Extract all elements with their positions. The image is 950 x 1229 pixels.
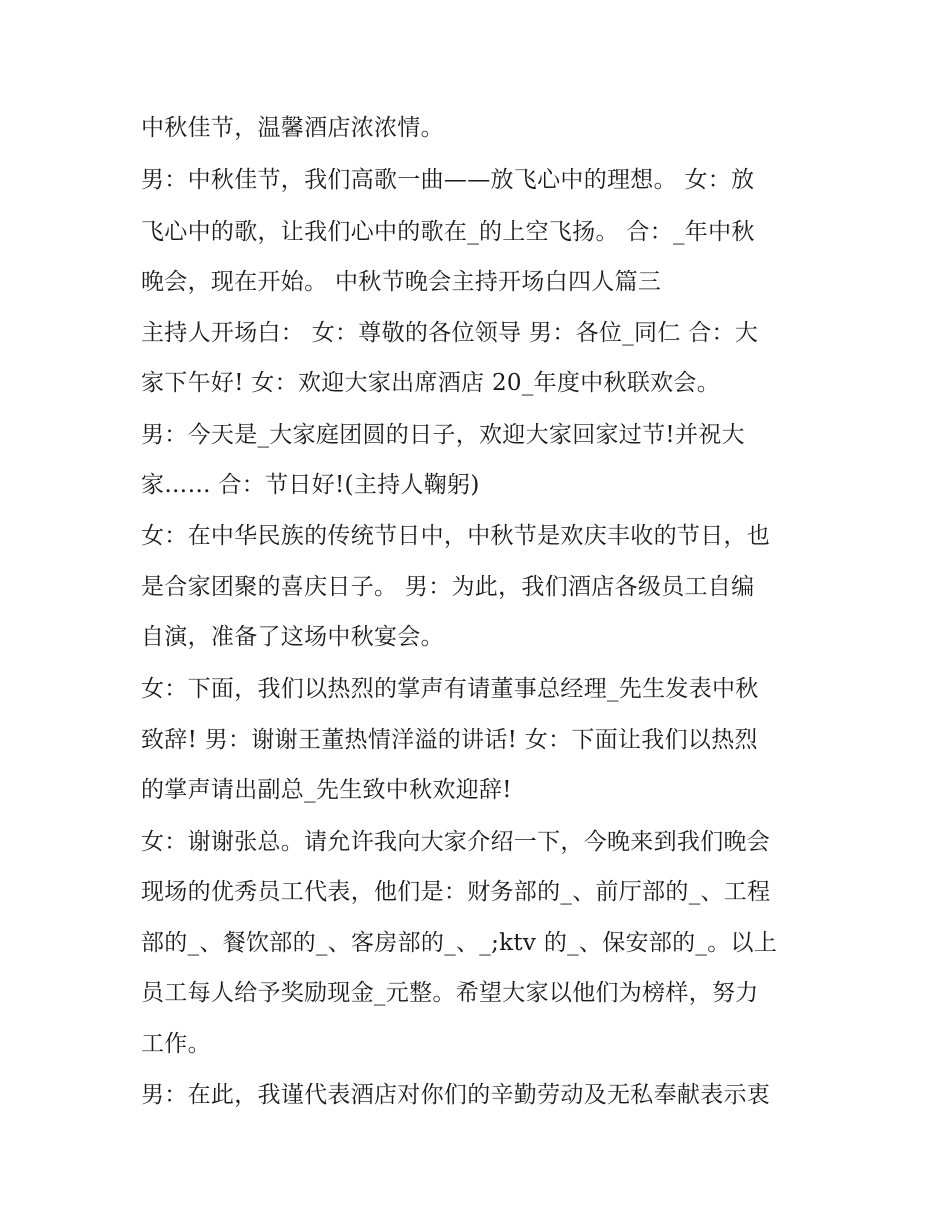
- text-line: 男：在此，我谨代表酒店对你们的辛勤劳动及无私奉献表示衷: [141, 1082, 771, 1108]
- text-line: 员工每人给予奖励现金_元整。希望大家以他们为榜样，努力: [141, 980, 759, 1006]
- text-line: 现场的优秀员工代表，他们是：财务部的_、前厅部的_、工程: [141, 879, 771, 905]
- text-line: 工作。: [141, 1031, 211, 1057]
- text-line: 部的_、餐饮部的_、客房部的_、_;ktv 的_、保安部的_。以上: [141, 930, 778, 956]
- text-line: 家…… 合：节日好!(主持人鞠躬): [141, 472, 480, 498]
- text-line: 是合家团聚的喜庆日子。 男：为此，我们酒店各级员工自编: [141, 574, 755, 600]
- text-line: 飞心中的歌，让我们心中的歌在_的上空飞扬。 合：_年中秋: [141, 219, 755, 245]
- text-line: 晚会，现在开始。 中秋节晚会主持开场白四人篇三: [141, 269, 662, 295]
- text-line: 男：今天是_大家庭团圆的日子，欢迎大家回家过节!并祝大: [141, 422, 745, 448]
- text-line: 的掌声请出副总_先生致中秋欢迎辞!: [141, 777, 512, 803]
- text-line: 主持人开场白： 女：尊敬的各位领导 男：各位_同仁 合：大: [141, 320, 759, 346]
- text-line: 家下午好! 女：欢迎大家出席酒店 20_年度中秋联欢会。: [141, 370, 721, 396]
- text-line: 致辞! 男：谢谢王董热情洋溢的讲话! 女：下面让我们以热烈: [141, 727, 758, 753]
- text-line: 自演，准备了这场中秋宴会。: [141, 624, 444, 650]
- text-line: 女：谢谢张总。请允许我向大家介绍一下，今晚来到我们晚会: [141, 829, 771, 855]
- text-line: 女：在中华民族的传统节日中，中秋节是欢庆丰收的节日，也: [141, 523, 771, 549]
- text-line: 中秋佳节，温馨酒店浓浓情。: [141, 115, 444, 141]
- text-line: 男：中秋佳节，我们高歌一曲——放飞心中的理想。 女：放: [141, 167, 755, 193]
- text-line: 女：下面，我们以热烈的掌声有请董事总经理_先生发表中秋: [141, 676, 759, 702]
